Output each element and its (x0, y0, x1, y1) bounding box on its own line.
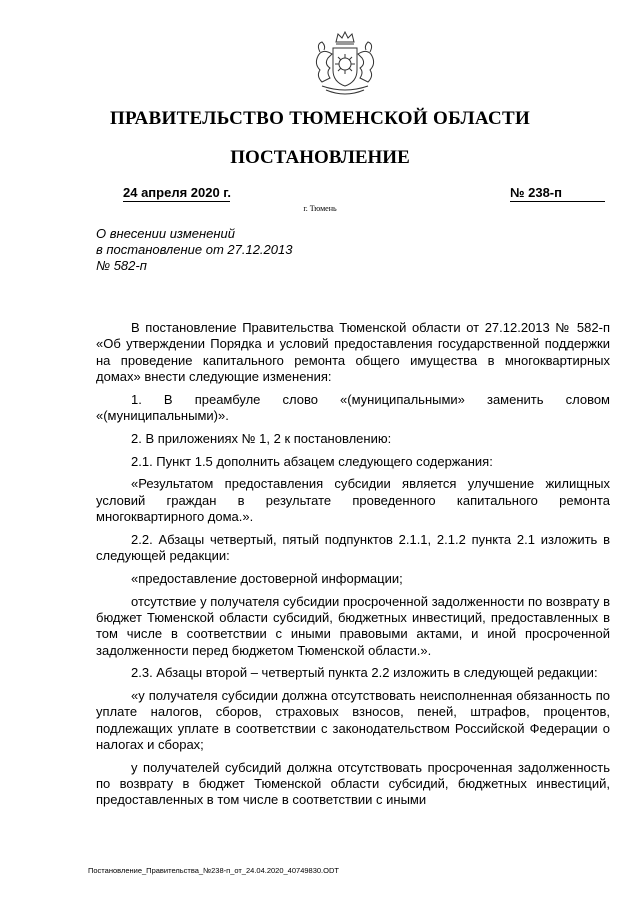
document-date: 24 апреля 2020 г. (123, 185, 232, 200)
body-paragraph: 2.2. Абзацы четвертый, пятый подпунктов 2.1.1, 2.1.2 пункта 2.1 изложить в следующей редакции: (96, 531, 610, 564)
file-name-footer: Постановление_Правительства_№238-п_от_24.04.2020_40749830.ODT (88, 866, 339, 875)
city-label: г. Тюмень (303, 204, 337, 213)
subject-line: О внесении изменений (96, 226, 235, 241)
body-paragraph: «Результатом предоставления субсидии является улучшение жилищных условий граждан в результате проведенного капитального ремонта многоквартирного дома.». (96, 476, 610, 524)
subject-line: в постановление от 27.12.2013 (96, 242, 293, 257)
document-body (96, 320, 610, 815)
body-paragraph: 2. В приложениях № 1, 2 к постановлению: (131, 430, 392, 446)
body-paragraph: В постановление Правительства Тюменской области от 27.12.2013 № 582-п «Об утверждении Порядка и условий предоставления государственной поддержки на проведение капитального ремонта общего имущества в многоквартирных домах» внести следующие изменения: (96, 320, 610, 384)
body-paragraph: у получателей субсидий должна отсутствовать просроченная задолженность по возврату в бюджет Тюменской области субсидий, бюджетных инвестиций, предоставленных в том числе в соответствии с иными (96, 759, 610, 808)
subject-block (96, 226, 356, 274)
body-paragraph: 2.3. Абзацы второй – четвертый пункта 2.2 изложить в следующей редакции: (131, 665, 598, 681)
subject-line: № 582-п (96, 258, 147, 273)
body-paragraph: отсутствие у получателя субсидии просроченной задолженности по возврату в бюджет Тюменской области субсидий, бюджетных инвестиций, предоставленных в том числе в соответствии с иными правовыми актами, и иной просроченной задолженности перед бюджетом Тюменской области.». (96, 593, 610, 658)
body-paragraph: «предоставление достоверной информации; (131, 570, 403, 586)
body-paragraph: 2.1. Пункт 1.5 дополнить абзацем следующего содержания: (131, 453, 493, 469)
body-paragraph: 1. В преамбуле слово «(муниципальными» заменить словом «(муниципальными)». (96, 391, 610, 423)
document-type-title: ПОСТАНОВЛЕНИЕ (230, 147, 410, 168)
document-number: № 238-п (510, 185, 605, 202)
coat-of-arms-emblem (300, 28, 390, 100)
organization-title: ПРАВИТЕЛЬСТВО ТЮМЕНСКОЙ ОБЛАСТИ (109, 108, 531, 129)
body-paragraph: «у получателя субсидии должна отсутствовать неисполненная обязанность по уплате налогов, сборов, страховых взносов, пеней, штрафов, процентов, подлежащих уплате в соответствии с законодательством Российской Федерации о налогах и сборах; (96, 688, 610, 753)
